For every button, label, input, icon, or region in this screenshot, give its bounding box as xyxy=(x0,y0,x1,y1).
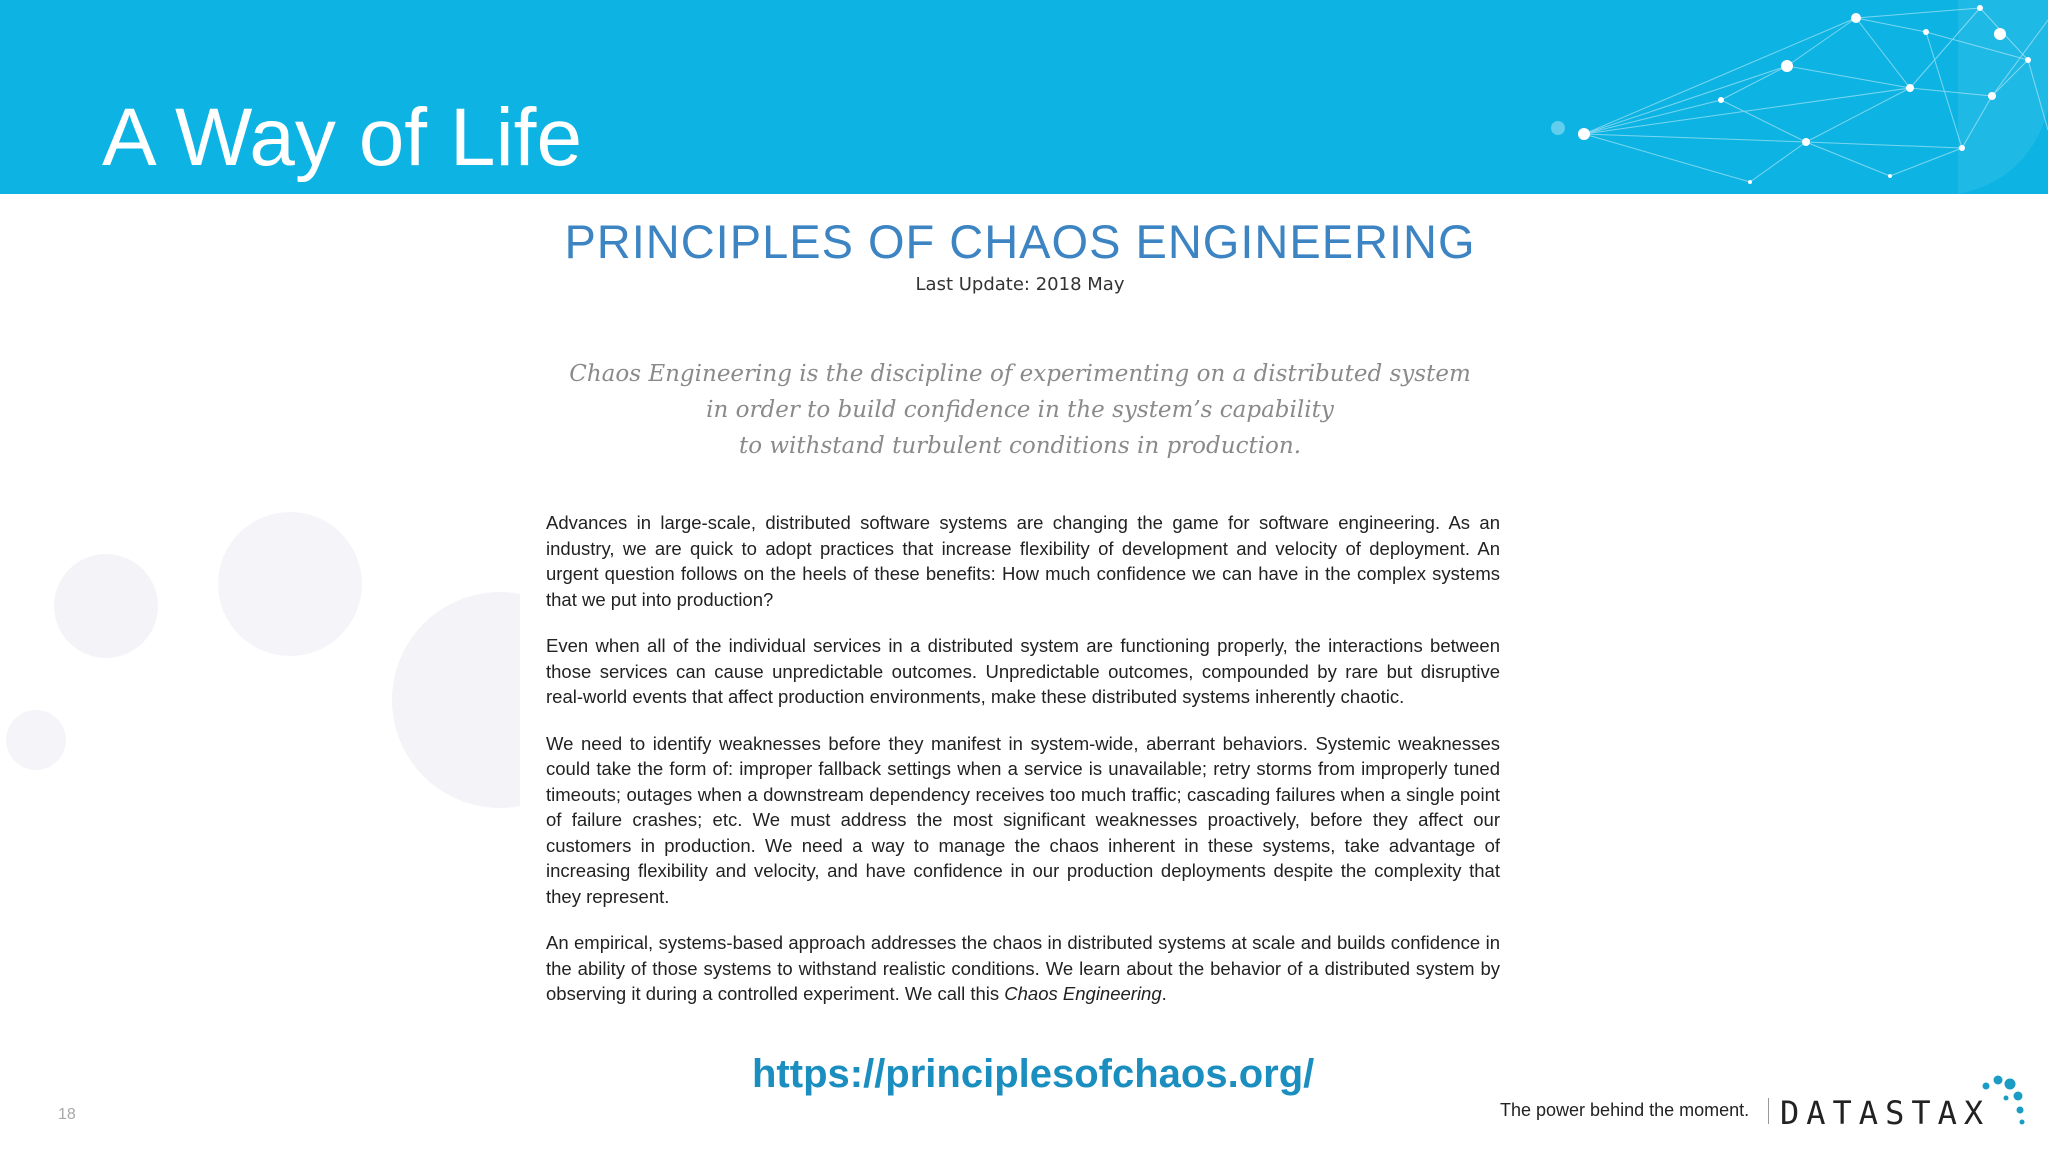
paragraph: We need to identify weaknesses before they manifest in system-wide, aberrant behaviors. Systemic weaknesses could take the form of: improper fallback settings when a service is unavailable; retry storms from improperly tuned timeouts; outages when a downstream dependency receives too much traffic; cascading failures when a single point of failure crashes; etc. We must address the most significant weaknesses proactively, before they affect our customers in production. We need a way to manage the chaos inherent in these systems, take advantage of increasing flexibility and velocity, and have confidence in our production deployments despite the complexity that they represent. xyxy=(546,732,1500,907)
definition-quote xyxy=(520,356,1520,464)
document-screenshot xyxy=(520,194,1520,1024)
paragraph xyxy=(546,930,1500,1007)
footer-divider xyxy=(1768,1098,1769,1124)
logo-dots-icon xyxy=(1976,1072,2030,1130)
paragraph: Even when all of the individual services in a distributed system are functioning properly, the interactions between those services can cause unpredictable outcomes. Unpredictable outcomes, compounded by rare but disruptive real-world events that affect production environments, make these distributed systems inherently chaotic. xyxy=(546,635,1500,707)
principles-url-link[interactable]: https://principlesofchaos.org/ xyxy=(752,1052,1315,1096)
page-number: 18 xyxy=(58,1106,76,1123)
document-title: PRINCIPLES OF CHAOS ENGINEERING xyxy=(564,215,1476,268)
decorative-bubbles xyxy=(0,490,520,1130)
paragraph-emphasis: Chaos Engineering xyxy=(1004,983,1162,1004)
slide-title: A Way of Life xyxy=(102,92,583,183)
paragraph-text: An empirical, systems-based approach addresses the chaos in distributed systems at scale and builds confidence in the ability of those systems to withstand realistic conditions. We learn about the behavior of a distributed system by observing it during a controlled experiment. We call this xyxy=(546,932,1500,1004)
footer-tagline: The power behind the moment. xyxy=(1500,1100,1750,1120)
paragraph-end: . xyxy=(1161,983,1167,1004)
network-graphic xyxy=(1488,0,2048,194)
paragraph: Advances in large-scale, distributed software systems are changing the game for software engineering. As an industry, we are quick to adopt practices that increase flexibility of development and velocity of deployment. An urgent question follows on the heels of these benefits: How much confidence we can have in the complex systems that we put into production? xyxy=(546,512,1500,610)
definition-line: to withstand turbulent conditions in production. xyxy=(738,433,1302,459)
definition-line: in order to build confidence in the system’s capability xyxy=(706,397,1334,423)
document-body xyxy=(546,510,1500,1028)
definition-line: Chaos Engineering is the discipline of experimenting on a distributed system xyxy=(569,361,1471,387)
title-banner xyxy=(0,0,2048,194)
last-update: Last Update: 2018 May xyxy=(915,274,1125,295)
datastax-logo xyxy=(1780,1072,2030,1130)
logo-wordmark: DATASTAX xyxy=(1780,1094,1991,1132)
